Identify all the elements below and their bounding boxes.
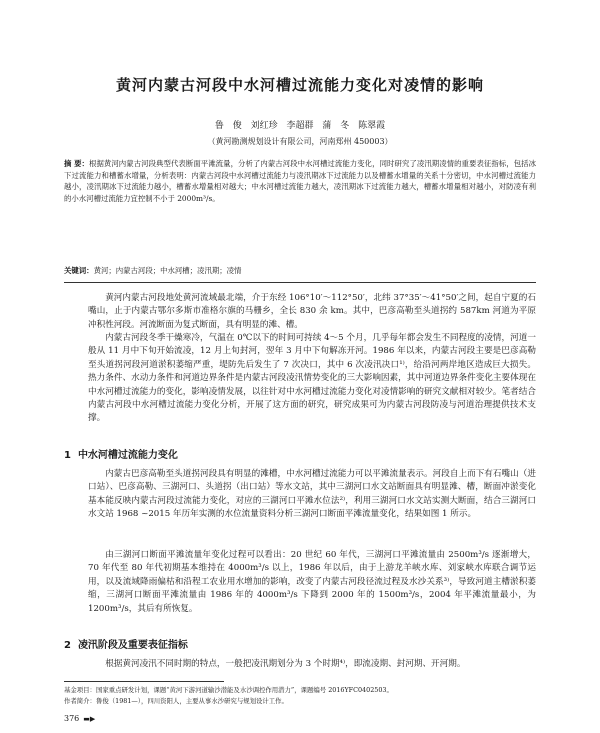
abstract-text: 根据黄河内蒙古河段典型代表断面平滩流量，分析了内蒙古河段中水河槽过流能力变化，同时研究了凌汛期凌情的重要表征指标，包括冰下过流能力和槽蓄水增量，分析表明：内蒙古河段中水河槽过流能力与凌汛期冰下过流能力以及槽蓄水增量的关系十分密切，中水河槽过流能力越小，凌汛期冰下过流能力越小，槽蓄水增量相对越大；中水河槽过流能力越大，凌汛期冰下过流能力越大，槽蓄水增量相对越小，对防凌有利的小水河槽过流能力宜控制不小于 2000m³/s。 — [64, 159, 536, 203]
header-divider — [64, 282, 536, 283]
section-1-heading — [64, 446, 178, 461]
section-2-paragraph-1: 根据黄河凌汛不同时期的特点，一般把凌汛期划分为 3 个时期⁴⁾，即流凌期、封河期、开河期。 — [105, 659, 466, 669]
intro-paragraph-1: 黄河内蒙古河段地处黄河流域最北端，介于东经 106°10′～112°50′，北纬 37°35′～41°50′之间，起自宁夏的石嘴山，止于内蒙古鄂尔多斯市准格尔旗的马栅乡，全长 830 余 km。其中，巴彦高勒至头道拐约 587km 河道为平原冲积性河段。河流断面为复式断面，具有明显的滩、槽。 — [88, 293, 536, 330]
keywords-label: 关键词： — [64, 266, 94, 275]
page-footer — [64, 714, 95, 723]
footnote-funding: 基金项目：国家重点研发计划，课题“黄河下游河道输沙潜能及水沙调控作用潜力”，课题编号 2016YFC0402503。 — [64, 686, 393, 694]
abstract-label: 摘 要： — [64, 159, 89, 168]
footnote-divider — [64, 681, 224, 682]
footnote-author: 作者简介：鲁俊（1981—），四川资阳人，主要从事水沙研究与规划设计工作。 — [64, 697, 288, 705]
affiliation: （黄河勘测规划设计有限公司，河南郑州 450003） — [207, 137, 393, 146]
section-2-number: 2 — [64, 640, 71, 651]
section-1-paragraph-2: 由三湖河口断面平滩流量年变化过程可以看出：20 世纪 60 年代，三湖河口平滩流量由 2500m³/s 逐渐增大，70 年代至 80 年代初期基本维持在 4000m³/s 以上，1986 年以后，由于上游龙羊峡水库、刘家峡水库联合调节运用，以及流域降雨偏枯和沿程工农业用水增加的影响，改变了内蒙古河段径流过程及水沙关系³⁾，导致河道主槽淤积萎缩，三湖河口断面平滩流量由 1986 年的 4000m³/s 下降到 2000 年的 1500m³/s，2004 年平滩流量最小，为 1200m³/s，其后有所恢复。 — [88, 550, 536, 614]
section-1-number: 1 — [64, 450, 71, 461]
section-2-title: 凌汛阶段及重要表征指标 — [77, 640, 188, 651]
intro-paragraph-2: 内蒙古河段冬季干燥寒冷，气温在 0℃以下的时间可持续 4～5 个月，几乎每年都会发生不同程度的凌情，河道一般从 11 月中下旬开始流凌，12 月上旬封河，翌年 3 月中下旬解冻开河。1986 年以来，内蒙古河段主要是巴彦高勒至头道拐河段河道淤积萎缩严重，堤防先后发生了 7 次决口，其中 6 次凌汛决口¹⁾，给沿河两岸地区造成巨大损失。热力条件、水动力条件和河道边界条件是内蒙古河段凌汛情势变化的三大影响因素，其中河道边界条件变化主要体现在中水河槽过流能力的变化，影响凌情发展，以往针对中水河槽过流能力变化对凌情影响的研究文献相对较少。笔者结合内蒙古河段中水河槽过流能力变化分析，开展了这方面的研究，研究成果可为内蒙古河段防凌与河道治理提供技术支撑。 — [88, 333, 536, 424]
paper-title: 黄河内蒙古河段中水河槽过流能力变化对凌情的影响 — [115, 76, 484, 94]
keywords-text: 黄河；内蒙古河段；中水河槽；凌汛期；凌情 — [93, 266, 242, 275]
page-number: 376 — [64, 714, 80, 723]
keywords — [64, 265, 536, 276]
page-arrow-icon: ▬▶ — [83, 715, 96, 723]
section-2-heading — [64, 636, 188, 651]
section-1-paragraph-1: 内蒙古巴彦高勒至头道拐河段具有明显的滩槽，中水河槽过流能力可以平滩流量表示。河段自上而下有石嘴山（进口站）、巴彦高勒、三湖河口、头道拐（出口站）等水文站，其中三湖河口水文站断面具有明显滩、槽，断面冲淤变化基本能反映内蒙古河段过流能力变化，对应的三湖河口平滩水位法²⁾，利用三湖河口水文站实测大断面，结合三湖河口水文站 1968 ~2015 年历年实测的水位流量资料分析三湖河口断面平滩流量变化，结果如图 1 所示。 — [88, 469, 536, 520]
abstract — [64, 158, 536, 204]
author-list: 鲁 俊 刘红珍 李超群 蒲 冬 陈翠霞 — [214, 121, 386, 131]
section-1-title: 中水河槽过流能力变化 — [77, 450, 178, 461]
